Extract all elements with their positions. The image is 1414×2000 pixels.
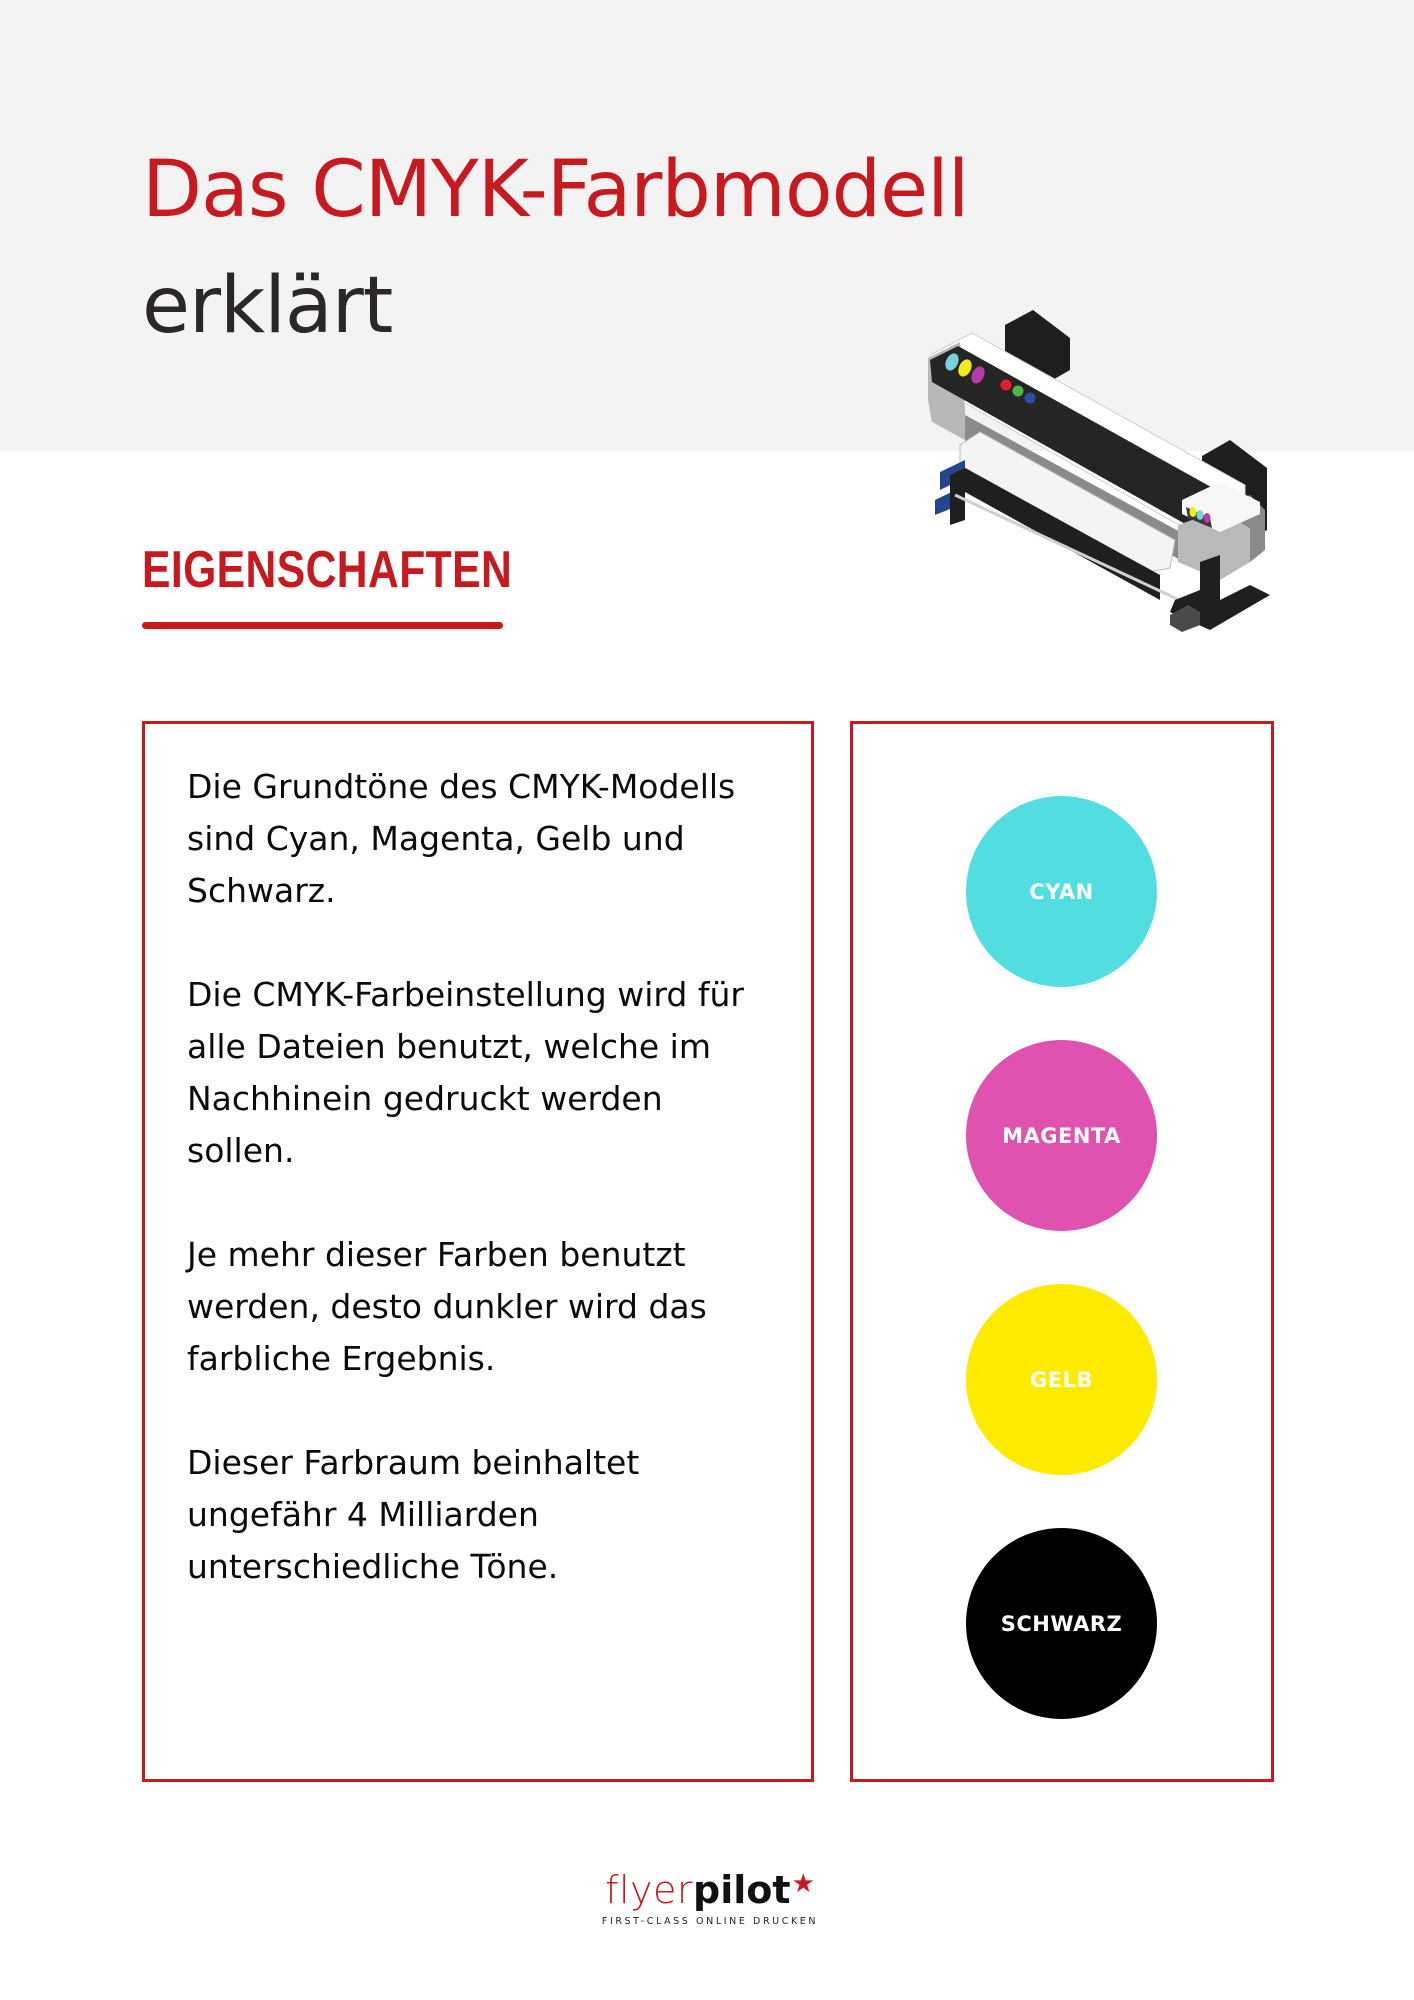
swatch-magenta <box>966 1040 1157 1231</box>
section-underline <box>142 622 503 629</box>
swatch-label: SCHWARZ <box>1000 1611 1123 1636</box>
page-title: Das CMYK-Farbmodell <box>142 145 969 235</box>
swatch-label: GELB <box>1030 1367 1093 1392</box>
swatch-schwarz <box>966 1528 1157 1719</box>
paragraph-darkness: Je mehr dieser Farben benutzt werden, desto dunkler wird das farbliche Ergebnis. <box>187 1235 707 1378</box>
swatch-label: MAGENTA <box>1002 1123 1121 1148</box>
section-heading: EIGENSCHAFTEN <box>142 541 513 599</box>
logo-pilot-text: pilot <box>693 1868 791 1912</box>
logo-tagline: FIRST-CLASS ONLINE DRUCKEN <box>601 1916 819 1927</box>
paragraph-usage: Die CMYK-Farbeinstellung wird für alle Dateien benutzt, welche im Nachhinein gedruckt werden sollen. <box>187 975 744 1170</box>
swatch-gelb <box>966 1284 1157 1475</box>
paragraph-color-space: Dieser Farbraum beinhaltet ungefähr 4 Milliarden unterschiedliche Töne. <box>187 1443 640 1586</box>
page-subtitle: erklärt <box>142 261 393 351</box>
logo-wordmark <box>605 1868 815 1912</box>
flyerpilot-logo[interactable] <box>560 1868 860 1948</box>
swatch-label: CYAN <box>1029 879 1094 904</box>
color-swatches-box <box>850 721 1274 1782</box>
star-icon: ★ <box>791 1868 815 1898</box>
properties-paragraphs <box>187 761 747 1645</box>
printer-illustration-icon <box>920 300 1280 635</box>
swatch-cyan <box>966 796 1157 987</box>
paragraph-base-colors: Die Grundtöne des CMYK-Modells sind Cyan, Magenta, Gelb und Schwarz. <box>187 767 736 910</box>
properties-text-box <box>142 721 814 1782</box>
logo-flyer-text: flyer <box>605 1868 694 1912</box>
